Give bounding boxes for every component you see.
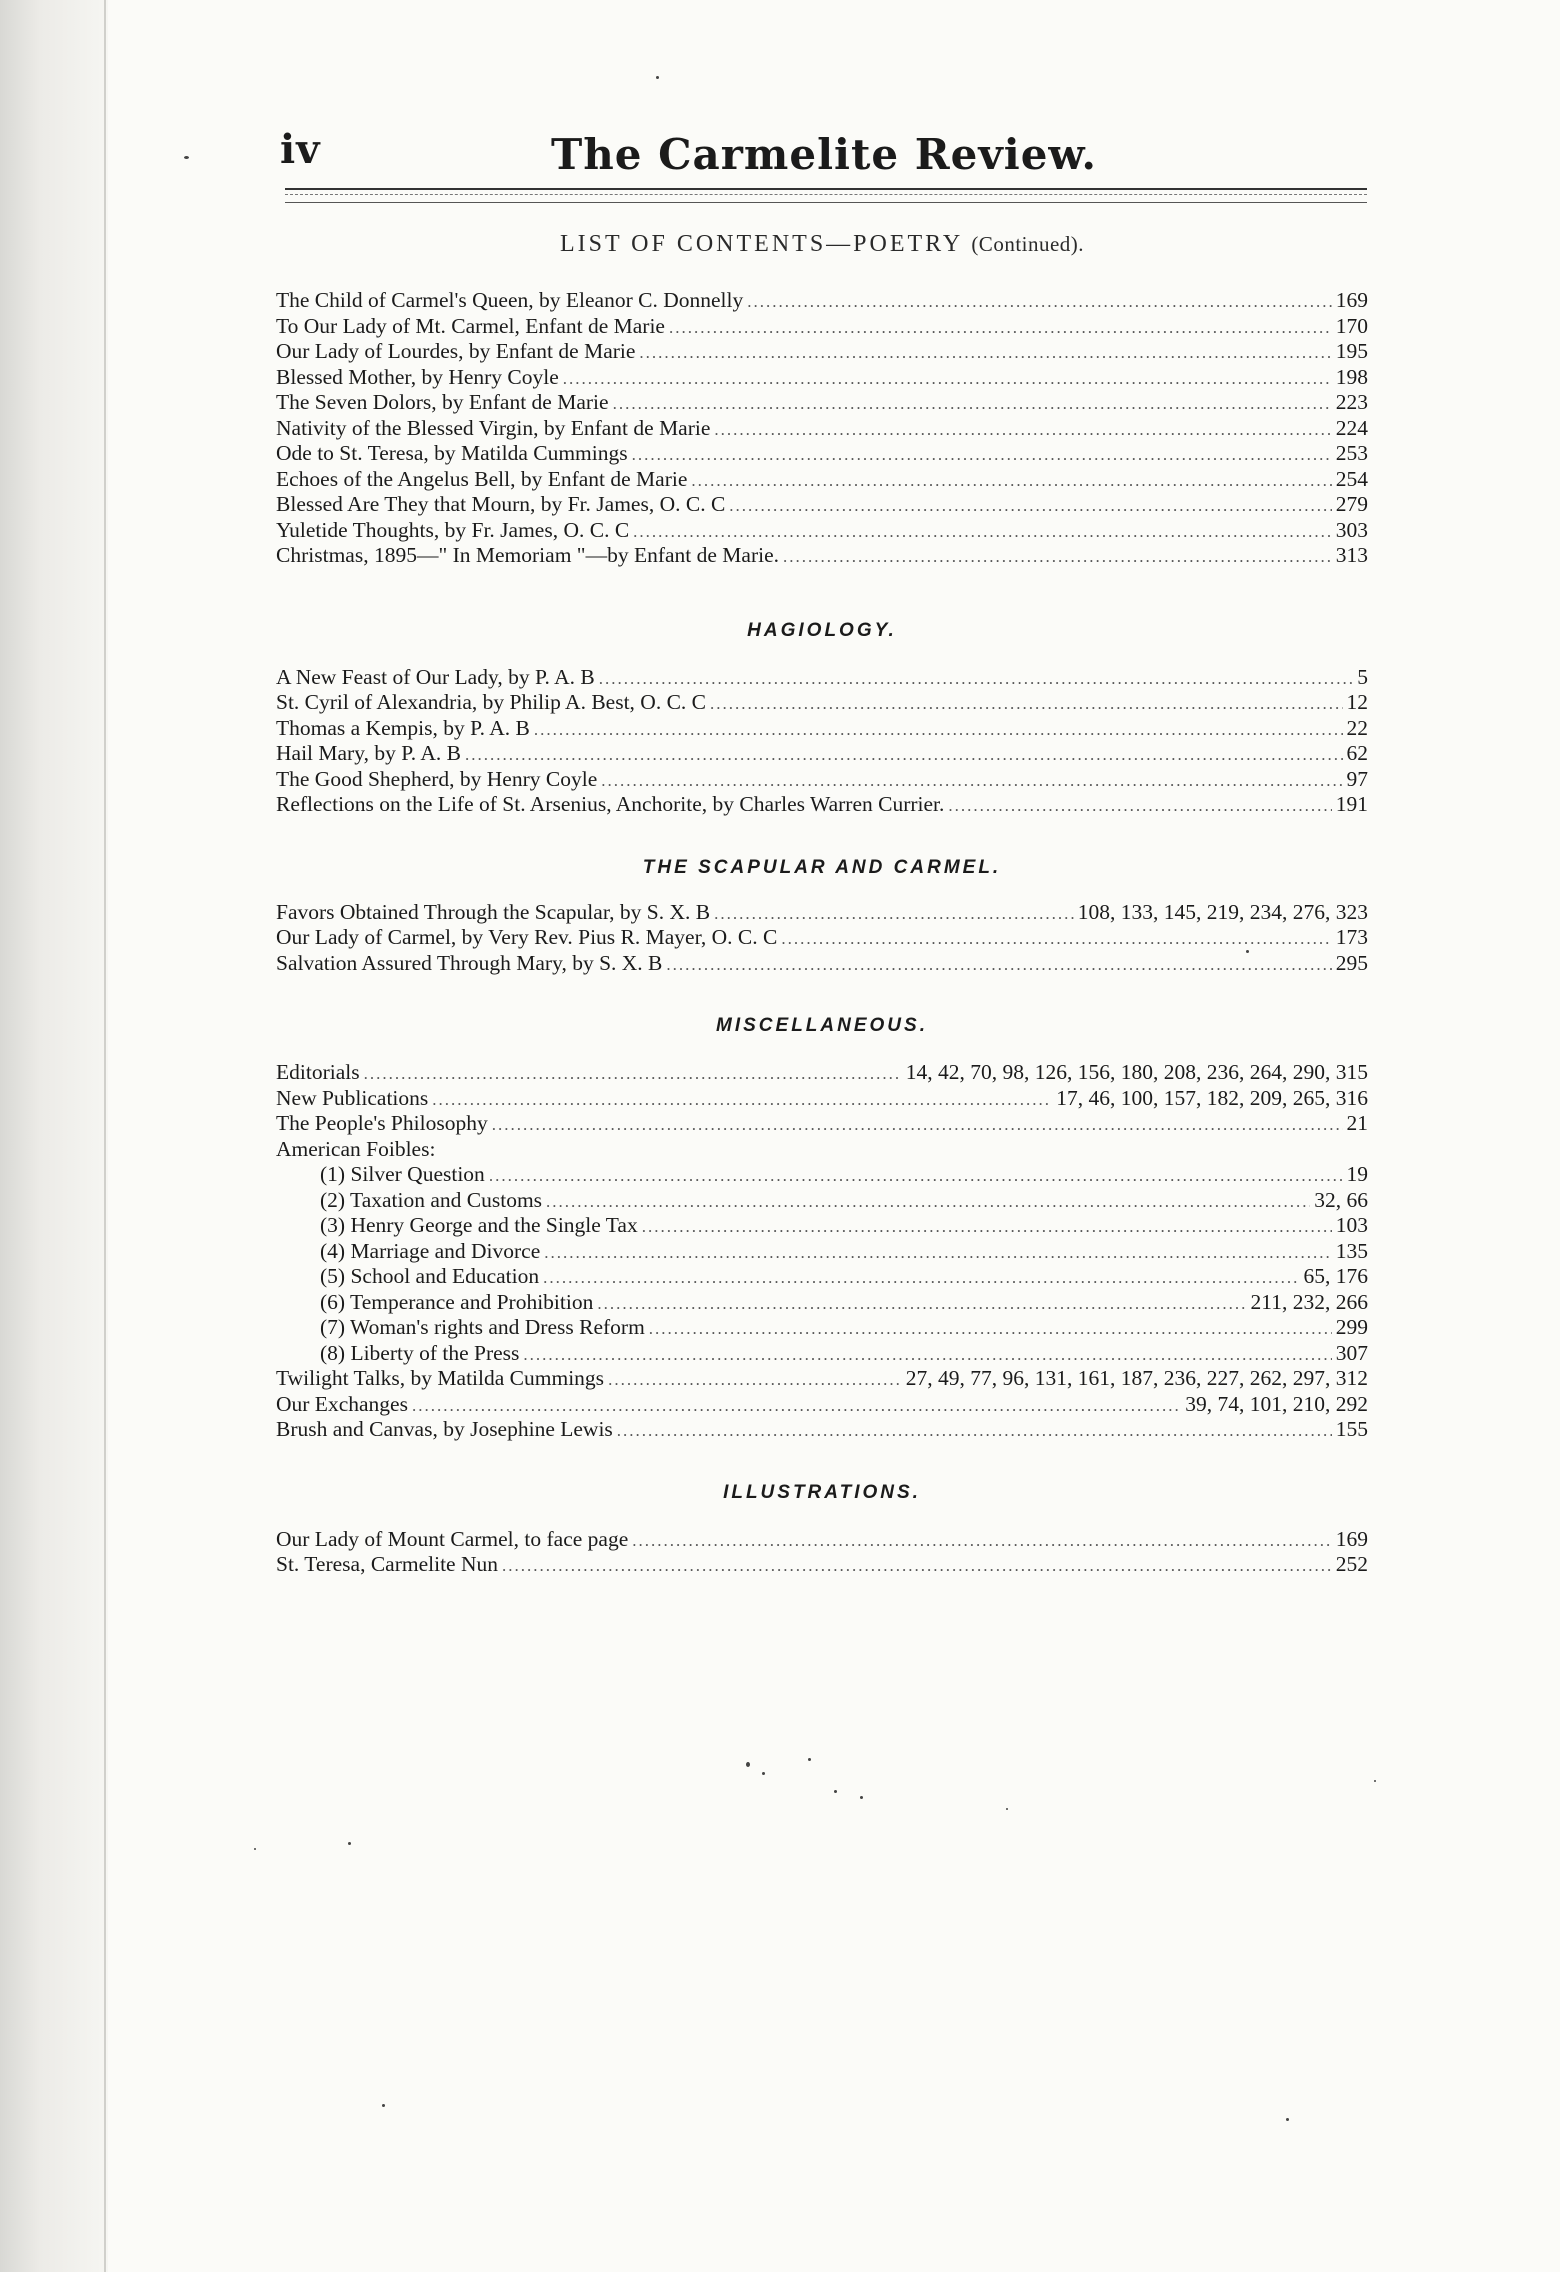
entry-title: (4) Marriage and Divorce: [320, 1238, 541, 1263]
dot-leader: [489, 1163, 1343, 1189]
entry-title: (1) Silver Question: [320, 1162, 485, 1186]
page-header: [280, 126, 1368, 186]
foibles-label-row: [276, 1137, 1368, 1163]
toc-subentry: [276, 1315, 1368, 1341]
dot-leader: [632, 1528, 1332, 1554]
entry-page: 19: [1346, 1162, 1368, 1186]
dot-leader: [710, 691, 1342, 717]
entry-page: 17, 46, 100, 157, 182, 209, 265, 316: [1056, 1085, 1368, 1110]
toc-entry: [276, 1417, 1368, 1443]
poetry-heading: [276, 224, 1368, 264]
toc-entry: [276, 390, 1368, 416]
toc-entry: [276, 467, 1368, 493]
entry-title: Twilight Talks, by Matilda Cummings: [276, 1366, 605, 1390]
dot-leader: [563, 366, 1332, 392]
dot-leader: [601, 768, 1342, 794]
dot-leader: [432, 1087, 1052, 1113]
hagiology-list: [276, 665, 1368, 818]
dot-leader: [632, 442, 1332, 468]
entry-page: 97: [1346, 766, 1368, 791]
entry-title: St. Teresa, Carmelite Nun: [276, 1552, 499, 1576]
dot-leader: [613, 391, 1332, 417]
toc-subentry: [276, 1162, 1368, 1188]
dot-leader: [669, 315, 1332, 341]
entry-page: 170: [1335, 313, 1368, 338]
entry-page: 279: [1335, 492, 1368, 516]
entry-title: (6) Temperance and Prohibition: [320, 1289, 594, 1314]
entry-title: Hail Mary, by P. A. B: [276, 741, 461, 765]
dot-leader: [534, 717, 1343, 743]
toc-entry: [276, 690, 1368, 716]
entry-title: Our Lady of Lourdes, by Enfant de Marie: [276, 339, 636, 363]
entry-title: (5) School and Education: [320, 1264, 540, 1288]
dot-leader: [747, 289, 1332, 315]
dot-leader: [608, 1367, 902, 1393]
toc-subentry: [276, 1213, 1368, 1239]
dot-leader: [502, 1553, 1332, 1579]
entry-title: Our Exchanges: [276, 1391, 408, 1416]
miscellaneous-heading: MISCELLANEOUS.: [716, 1015, 928, 1036]
entry-page: 254: [1335, 466, 1368, 491]
entry-title: Blessed Mother, by Henry Coyle: [276, 364, 559, 389]
page-folio: iv: [280, 126, 321, 173]
entry-page: 103: [1335, 1213, 1368, 1237]
toc-subentry: [276, 1290, 1368, 1316]
miscellaneous-list: [276, 1060, 1368, 1443]
dot-leader: [649, 1316, 1332, 1342]
toc-entry: [276, 543, 1368, 569]
dot-leader: [599, 666, 1354, 692]
dot-leader: [691, 468, 1331, 494]
toc-entry: [276, 1527, 1368, 1553]
binding-edge: [104, 0, 106, 2272]
entry-page: 252: [1335, 1552, 1368, 1576]
entry-title: St. Cyril of Alexandria, by Philip A. Best, O. C. C: [276, 690, 707, 714]
entry-title: Brush and Canvas, by Josephine Lewis: [276, 1417, 613, 1441]
dot-leader: [666, 952, 1331, 978]
binding-gutter: [0, 0, 108, 2272]
entry-page: 211, 232, 266: [1250, 1289, 1368, 1314]
scapular-heading: THE SCAPULAR AND CARMEL.: [642, 856, 1002, 878]
dot-leader: [523, 1342, 1331, 1368]
entry-title: The People's Philosophy: [276, 1111, 488, 1135]
header-rule: [285, 188, 1367, 203]
toc-entry: [276, 951, 1368, 977]
dot-leader: [465, 742, 1343, 768]
foibles-label: American Foibles:: [276, 1136, 436, 1161]
entry-page: 223: [1335, 390, 1368, 414]
entry-page: 65, 176: [1303, 1264, 1368, 1288]
toc-entry: [276, 288, 1368, 314]
dot-leader: [492, 1112, 1343, 1138]
entry-title: Yuletide Thoughts, by Fr. James, O. C. C: [276, 517, 630, 542]
entry-page: 307: [1335, 1340, 1368, 1365]
entry-page: 169: [1335, 288, 1368, 312]
entry-title: Christmas, 1895—" In Memoriam "—by Enfant de Marie.: [276, 543, 780, 567]
entry-page: 253: [1335, 441, 1368, 465]
entry-title: (3) Henry George and the Single Tax: [320, 1213, 638, 1237]
entry-title: Nativity of the Blessed Virgin, by Enfant de Marie: [276, 415, 711, 440]
poetry-list: [276, 288, 1368, 569]
toc-entry: [276, 792, 1368, 818]
dot-leader: [642, 1214, 1332, 1240]
dot-leader: [948, 793, 1331, 819]
entry-page: 14, 42, 70, 98, 126, 156, 180, 208, 236, 264, 290, 315: [905, 1060, 1368, 1084]
toc-entry: [276, 925, 1368, 951]
toc-entry: [276, 900, 1368, 926]
entry-page: 32, 66: [1314, 1187, 1368, 1212]
entry-title: Blessed Are They that Mourn, by Fr. James, O. C. C: [276, 492, 726, 516]
entry-page: 169: [1335, 1526, 1368, 1551]
dot-leader: [543, 1265, 1299, 1291]
toc-entry: [276, 1060, 1368, 1086]
dot-leader: [544, 1240, 1331, 1266]
dot-leader: [364, 1061, 902, 1087]
entry-page: 295: [1335, 950, 1368, 975]
entry-page: 198: [1335, 364, 1368, 389]
toc-entry: [276, 741, 1368, 767]
toc-entry: [276, 365, 1368, 391]
running-title: The Carmelite Review.: [551, 130, 1097, 179]
entry-title: The Seven Dolors, by Enfant de Marie: [276, 390, 609, 414]
entry-page: 191: [1335, 792, 1368, 816]
entry-title: The Good Shepherd, by Henry Coyle: [276, 766, 598, 791]
entry-page: 62: [1346, 741, 1368, 765]
toc-entry: [276, 1086, 1368, 1112]
entry-title: Ode to St. Teresa, by Matilda Cummings: [276, 441, 628, 465]
entry-title: A New Feast of Our Lady, by P. A. B: [276, 664, 595, 689]
entry-page: 135: [1335, 1238, 1368, 1263]
entry-page: 303: [1335, 517, 1368, 542]
toc-entry: [276, 716, 1368, 742]
dot-leader: [639, 340, 1331, 366]
entry-page: 12: [1346, 690, 1368, 714]
dot-leader: [729, 493, 1331, 519]
entry-page: 21: [1346, 1111, 1368, 1135]
toc-entry: [276, 416, 1368, 442]
dot-leader: [714, 417, 1331, 443]
entry-page: 155: [1335, 1417, 1368, 1441]
dot-leader: [546, 1189, 1310, 1215]
toc-entry: [276, 1552, 1368, 1578]
entry-page: 39, 74, 101, 210, 292: [1185, 1391, 1368, 1416]
entry-title: The Child of Carmel's Queen, by Eleanor C. Donnelly: [276, 288, 744, 312]
entry-title: Favors Obtained Through the Scapular, by S. X. B: [276, 899, 711, 924]
dot-leader: [412, 1393, 1181, 1419]
illustrations-heading: ILLUSTRATIONS.: [723, 1481, 921, 1503]
dot-leader: [781, 926, 1331, 952]
toc-entry: [276, 767, 1368, 793]
entry-page: 108, 133, 145, 219, 234, 276, 323: [1077, 899, 1368, 924]
dot-leader: [597, 1291, 1246, 1317]
entry-title: New Publications: [276, 1085, 429, 1110]
toc-entry: [276, 314, 1368, 340]
entry-title: Echoes of the Angelus Bell, by Enfant de Marie: [276, 466, 688, 491]
entry-page: 27, 49, 77, 96, 131, 161, 187, 236, 227, 262, 297, 312: [905, 1366, 1368, 1390]
entry-page: 173: [1335, 925, 1368, 949]
toc-entry: [276, 492, 1368, 518]
toc-subentry: [276, 1341, 1368, 1367]
entry-page: 22: [1346, 715, 1368, 740]
entry-title: Reflections on the Life of St. Arsenius, Anchorite, by Charles Warren Currier.: [276, 792, 945, 816]
illustrations-list: [276, 1527, 1368, 1578]
toc-entry: [276, 441, 1368, 467]
entry-page: 195: [1335, 339, 1368, 363]
entry-title: To Our Lady of Mt. Carmel, Enfant de Marie: [276, 313, 665, 338]
entry-title: (8) Liberty of the Press: [320, 1340, 520, 1365]
toc-entry: [276, 518, 1368, 544]
entry-title: Salvation Assured Through Mary, by S. X. B: [276, 950, 663, 975]
table-of-contents: [276, 216, 1368, 1578]
entry-title: Thomas a Kempis, by P. A. B: [276, 715, 530, 740]
toc-entry: [276, 1366, 1368, 1392]
entry-page: 224: [1335, 415, 1368, 440]
entry-title: Our Lady of Mount Carmel, to face page: [276, 1526, 629, 1551]
hagiology-heading: HAGIOLOGY.: [747, 619, 897, 641]
dot-leader: [714, 901, 1074, 927]
toc-subentry: [276, 1239, 1368, 1265]
dot-leader: [633, 519, 1332, 545]
entry-title: (7) Woman's rights and Dress Reform: [320, 1315, 645, 1339]
entry-page: 313: [1335, 543, 1368, 567]
entry-page: 299: [1335, 1315, 1368, 1339]
poetry-heading-suffix: (Continued).: [971, 232, 1085, 256]
scapular-list: [276, 900, 1368, 977]
dot-leader: [783, 544, 1332, 570]
entry-title: (2) Taxation and Customs: [320, 1187, 543, 1212]
toc-subentry: [276, 1188, 1368, 1214]
entry-title: Editorials: [276, 1060, 360, 1084]
toc-entry: [276, 665, 1368, 691]
toc-entry: [276, 339, 1368, 365]
toc-entry: [276, 1392, 1368, 1418]
toc-entry: [276, 1111, 1368, 1137]
toc-subentry: [276, 1264, 1368, 1290]
entry-page: 5: [1357, 664, 1368, 689]
dot-leader: [617, 1418, 1332, 1444]
entry-title: Our Lady of Carmel, by Very Rev. Pius R. Mayer, O. C. C: [276, 925, 778, 949]
poetry-heading-text: LIST OF CONTENTS—POETRY: [559, 231, 963, 257]
